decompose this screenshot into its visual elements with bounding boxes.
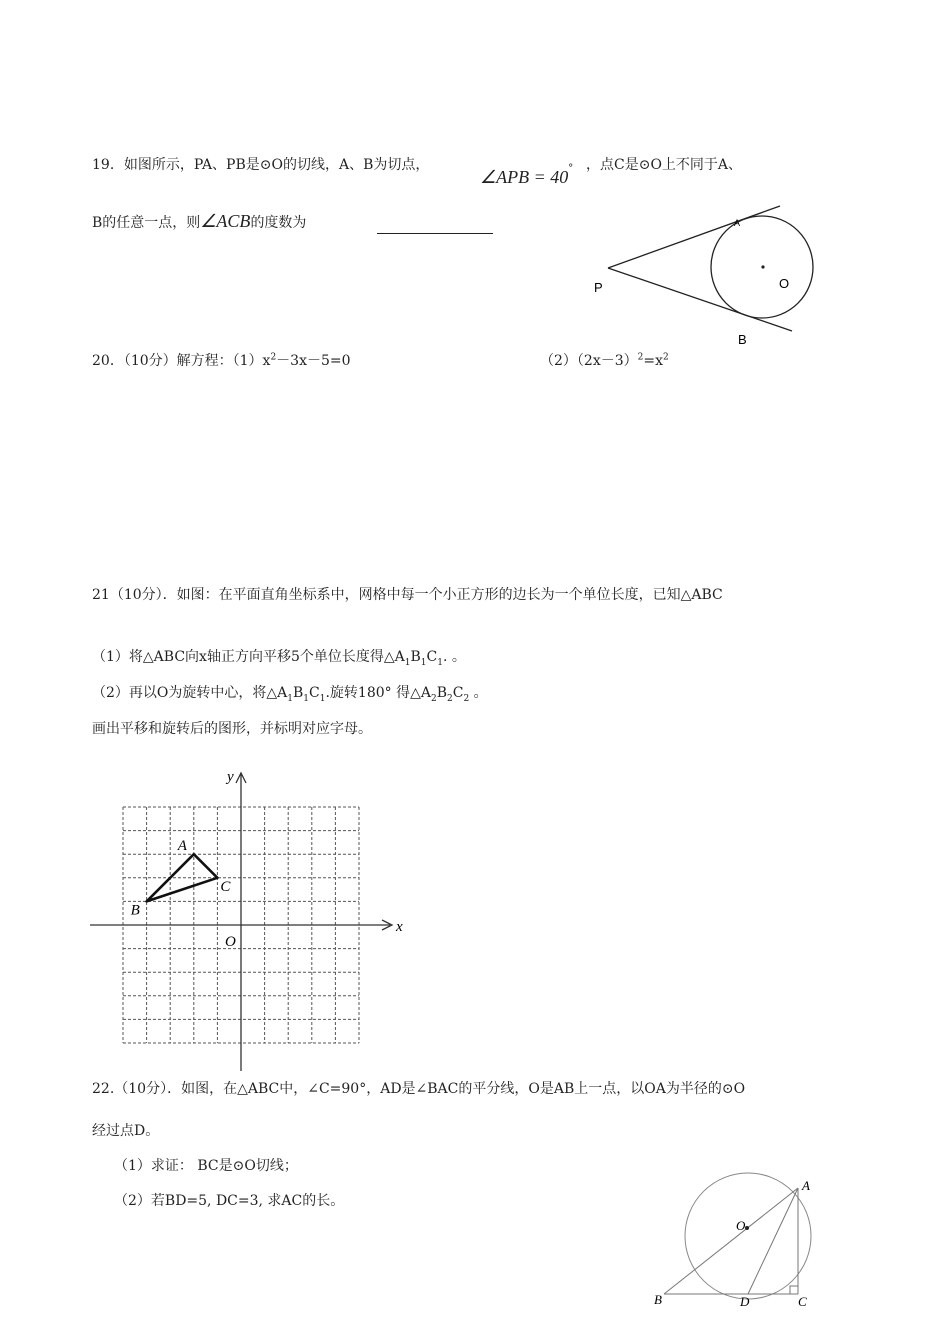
vertex-a-label: A: [177, 838, 187, 855]
q19-angle-expr: ∠APB = 40: [480, 167, 569, 187]
q20-eq2: [540, 350, 669, 370]
q19-angle-acb: ∠ACB: [200, 211, 251, 231]
label-c: C: [798, 1294, 807, 1309]
q21-coordinate-grid: [80, 765, 420, 1075]
q21-line1: [92, 584, 723, 604]
q21-sub: 1: [404, 657, 411, 668]
triangle-abc-shape: [147, 854, 218, 901]
q21-part2-d: B: [436, 685, 448, 701]
q21-instruction: 画出平移和旋转后的图形，并标明对应字母。: [92, 721, 372, 737]
q20-eq2-mid: =x: [643, 353, 663, 369]
q22-part1: [114, 1155, 298, 1175]
segment-ad: [748, 1188, 798, 1294]
q21-part2-e: C: [452, 685, 464, 701]
q20-sup2: 2: [637, 352, 644, 363]
label-o: O: [779, 276, 790, 291]
q21-part2-b: B: [293, 685, 304, 701]
q21-sub: 2: [430, 693, 437, 704]
triangle-abc: [147, 854, 218, 901]
q19-line1: [92, 154, 429, 174]
q22-stem: 22.（10分）．如图，在△ABC中，∠C=90°，AD是∠BAC的平分线，O是AB上一点，以OA为半径的⊙O: [92, 1081, 746, 1097]
center-dot: [745, 1226, 749, 1230]
label-b: B: [738, 332, 747, 347]
right-angle-mark: [790, 1286, 798, 1294]
label-a: A: [802, 1178, 810, 1193]
vertex-c-label: C: [220, 878, 231, 895]
q22-stem-2: 经过点D。: [92, 1123, 160, 1139]
label-p: P: [594, 280, 603, 295]
origin-label: O: [225, 934, 236, 950]
tangent-pb: [608, 268, 792, 331]
label-o: O: [736, 1218, 746, 1233]
q21-part1-b: B: [410, 649, 421, 665]
q19-line2: [92, 211, 306, 232]
q20-eq1: [92, 350, 351, 370]
q19-text-a: 19．如图所示，PA、PB是⊙O的切线，A、B为切点，: [92, 157, 430, 173]
q20-sup3: 2: [663, 352, 669, 363]
q21-sub: 2: [447, 693, 453, 704]
label-a: A: [734, 218, 741, 228]
q21-sub: 1: [303, 693, 310, 704]
label-d: D: [740, 1294, 750, 1309]
q20-head: 20．（10分）解方程：（1）x: [92, 353, 271, 369]
q21-sub: 1: [437, 657, 443, 668]
segment-ab: [664, 1188, 798, 1294]
q21-part1-c: C: [426, 649, 438, 665]
q22-line1: [92, 1078, 745, 1098]
q20-eq1-tail: －3x－5=0: [276, 353, 351, 369]
q19-text-b: ，点C是⊙O上不同于A、: [586, 157, 743, 173]
q19-text-c: B的任意一点，则: [92, 215, 201, 231]
q21-part1-end: . 。: [442, 649, 466, 665]
circle-o: [685, 1173, 811, 1299]
q22-figure: [650, 1160, 830, 1310]
axis-x-label: x: [396, 919, 403, 935]
q19-line1-b: [586, 154, 742, 174]
q21-part2: [92, 682, 488, 704]
q22-line2: [92, 1120, 159, 1140]
q21-part2-c: C: [309, 685, 320, 701]
axes: [90, 773, 392, 1071]
q22-part2-text: （2）若BD=5, DC=3, 求AC的长。: [114, 1193, 345, 1209]
label-b: B: [654, 1292, 662, 1307]
q19-degree: °: [568, 163, 574, 174]
axis-y-label: y: [227, 769, 234, 785]
q21-part1: [92, 646, 466, 668]
q21-line4: [92, 718, 372, 738]
q21-part2-mid: .旋转180° 得△A: [325, 685, 431, 701]
q22-part2: [114, 1190, 344, 1210]
q21-sub: 2: [463, 693, 470, 704]
q19-answer-blank[interactable]: [377, 233, 493, 234]
q21-part1-a: （1）将△ABC向x轴正方向平移5个单位长度得△A: [92, 649, 405, 665]
vertex-b-label: B: [130, 902, 140, 919]
q20-part2: （2）（2x－3）: [540, 353, 638, 369]
q21-sub: 1: [420, 657, 427, 668]
center-o-dot: [761, 265, 764, 268]
q19-figure: [588, 200, 828, 350]
q21-part2-a: （2）再以O为旋转中心，将△A: [92, 685, 288, 701]
q19-angle-apb: [480, 163, 573, 188]
q21-part2-end: 。: [469, 685, 488, 701]
q21-stem: 21（10分）．如图：在平面直角坐标系中，网格中每一个小正方形的边长为一个单位长度，已知△ABC: [92, 587, 723, 603]
q21-sub: 1: [287, 693, 293, 704]
q20-sup1: 2: [270, 352, 277, 363]
q19-text-d: 的度数为: [250, 215, 307, 231]
q22-part1-text: （1）求证： BC是⊙O切线；: [114, 1158, 298, 1174]
q21-sub: 1: [319, 693, 326, 704]
tangent-pa: [608, 206, 780, 268]
